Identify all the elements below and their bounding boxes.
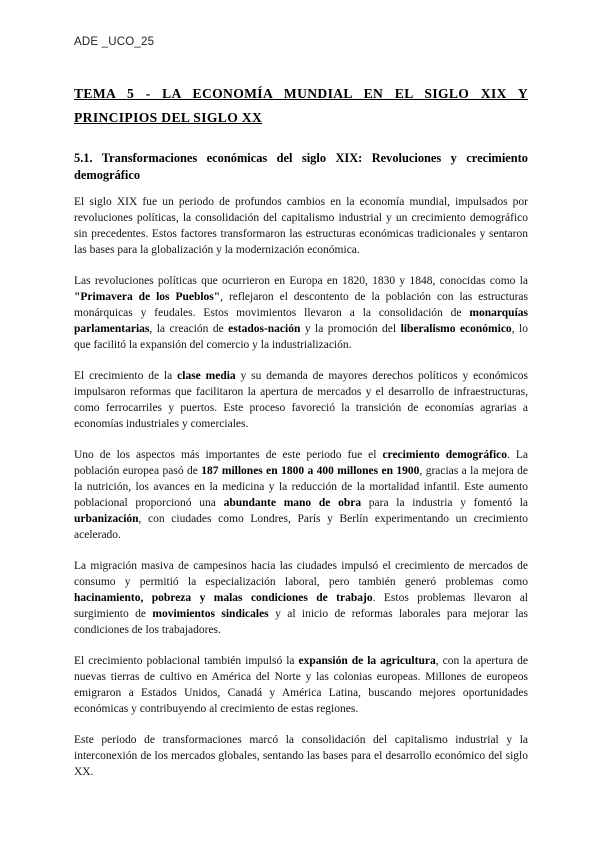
text-segment: , reflejaron el descontento de la población con las estructuras monárquicas y feudales. Estos movimientos llevaron a la consolidación de xyxy=(74,290,528,320)
paragraph xyxy=(74,447,528,544)
text-segment: Uno de los aspectos más importantes de este periodo fue el xyxy=(74,448,383,461)
text-segment: , con la apertura de nuevas tierras de cultivo en América del Norte y las colonias europeas. Millones de europeos emigraron a Estados Unidos, Canadá y América Latina, buscando mejores oportunidades económicas y contribuyendo al crecimiento de estas regiones. xyxy=(74,654,528,716)
text-segment: , lo que facilitó la expansión del comercio y la industrialización. xyxy=(74,323,528,352)
chapter-title: TEMA 5 - LA ECONOMÍA MUNDIAL EN EL SIGLO XIX Y PRINCIPIOS DEL SIGLO XX xyxy=(74,86,528,125)
emphasis-text: 187 millones en 1800 a 400 millones en 1900 xyxy=(201,464,420,477)
text-segment: y la promoción del xyxy=(300,323,401,336)
emphasis-text: urbanización xyxy=(74,513,139,526)
emphasis-text: estados-nación xyxy=(228,323,301,336)
text-segment: El siglo XIX fue un periodo de profundos cambios en la economía mundial, impulsados por revoluciones políticas, la consolidación del capitalismo industrial y un crecimiento demográfico sin precedentes. Estos factores transformaron las estructuras económicas tradicionales y sentaron las bases para la globalización y la modernización económica. xyxy=(74,196,528,257)
text-segment: y su demanda de mayores derechos políticos y económicos impulsaron reformas que facilitaron la apertura de mercados y el desarrollo de infraestructuras, como ferrocarriles y puertos. Este proceso favoreció la transición de economías agrarias a economías industriales y comerciales. xyxy=(74,369,529,431)
emphasis-text: crecimiento demográfico xyxy=(382,448,508,461)
paragraph xyxy=(74,653,528,717)
text-segment: , la creación de xyxy=(149,323,229,336)
text-segment: Este periodo de transformaciones marcó la consolidación del capitalismo industrial y la interconexión de los mercados globales, sentando las bases para el desarrollo económico del siglo XX. xyxy=(74,733,528,778)
text-segment: , gracias a la mejora de la nutrición, los avances en la medicina y la reducción de la mortalidad infantil. Este aumento poblacional proporcionó una xyxy=(74,464,529,509)
text-segment: . La población europea pasó de xyxy=(74,448,528,477)
emphasis-text: hacinamiento, pobreza y malas condiciones de trabajo xyxy=(74,591,373,604)
text-segment: El crecimiento poblacional también impulsó la xyxy=(74,654,299,667)
emphasis-text: abundante mano de obra xyxy=(223,497,362,509)
text-segment: , con ciudades como Londres, París y Berlín experimentando un crecimiento acelerado. xyxy=(74,513,528,542)
text-segment: . Estos problemas llevaron al surgimiento de xyxy=(74,591,528,621)
document-id-header: ADE _UCO_25 xyxy=(74,36,155,48)
emphasis-text: clase media xyxy=(177,369,236,382)
paragraph xyxy=(74,273,528,353)
emphasis-text: expansión de la agricultura xyxy=(298,654,436,667)
emphasis-text: movimientos sindicales xyxy=(152,608,269,621)
paragraph xyxy=(74,194,528,258)
emphasis-text: monarquías parlamentarias xyxy=(74,307,528,336)
text-segment: El crecimiento de la xyxy=(74,369,178,382)
paragraph xyxy=(74,558,528,638)
section-heading: 5.1. Transformaciones económicas del siglo XIX: Revoluciones y crecimiento demográfico xyxy=(74,151,528,182)
text-segment: para la industria y fomentó la xyxy=(361,497,528,509)
emphasis-text: liberalismo económico xyxy=(400,323,512,336)
body-text xyxy=(74,194,528,794)
text-segment: La migración masiva de campesinos hacia las ciudades impulsó el crecimiento de mercados de consumo y permitió la especialización laboral, pero también generó problemas como xyxy=(74,559,528,588)
emphasis-text: "Primavera de los Pueblos" xyxy=(74,290,221,303)
text-segment: y al inicio de reformas laborales para mejorar las condiciones de los trabajadores. xyxy=(74,608,529,637)
paragraph xyxy=(74,368,528,432)
paragraph xyxy=(74,732,528,780)
text-segment: Las revoluciones políticas que ocurrieron en Europa en 1820, 1830 y 1848, conocidas como la xyxy=(74,274,528,287)
